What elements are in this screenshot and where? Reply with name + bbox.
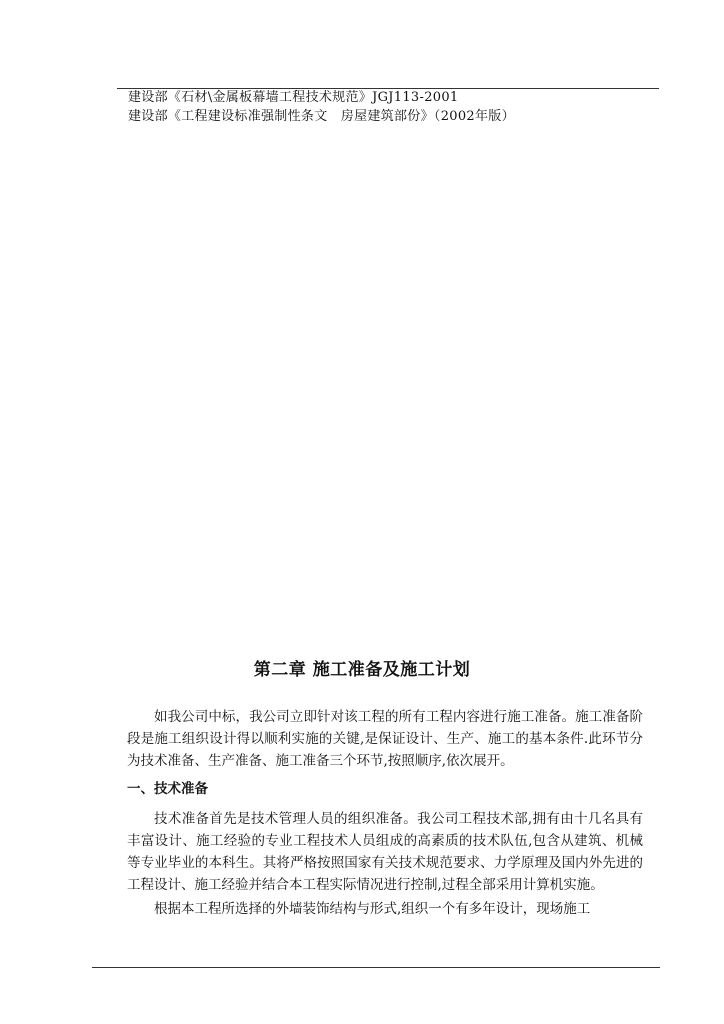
- footer-rule: [92, 967, 660, 968]
- body-paragraph: 技术准备首先是技术管理人员的组织准备。我公司工程技术部,拥有由十几名具有丰富设计、施工经验的专业工程技术人员组成的高素质的技术队伍,包含从建筑、机械等专业毕业的本科生。其将严格按照国家有关技术规范要求、力学原理及国内外先进的工程设计、施工经验并结合本工程实际情况进行控制,过程全部采用计算机实施。: [127, 811, 643, 893]
- chapter-title: 第二章 施工准备及施工计划: [253, 660, 471, 680]
- reference-list: [128, 88, 668, 126]
- intro-paragraph: 如我公司中标，我公司立即针对该工程的所有工程内容进行施工准备。施工准备阶段是施工组织设计得以顺利实施的关键,是保证设计、生产、施工的基本条件.此环节分为技术准备、生产准备、施工准备三个环节,按照顺序,依次展开。: [127, 709, 643, 769]
- body-paragraph: 根据本工程所选择的外墙装饰结构与形式,组织一个有多年设计，现场施工: [154, 901, 591, 917]
- section-heading: 一、技术准备: [127, 781, 208, 797]
- reference-line-1: 建设部《石材\金属板幕墙工程技术规范》JGJ113-2001: [128, 90, 459, 105]
- reference-line-2: 建设部《工程建设标准强制性条文 房屋建筑部份》（2002年版）: [128, 109, 515, 124]
